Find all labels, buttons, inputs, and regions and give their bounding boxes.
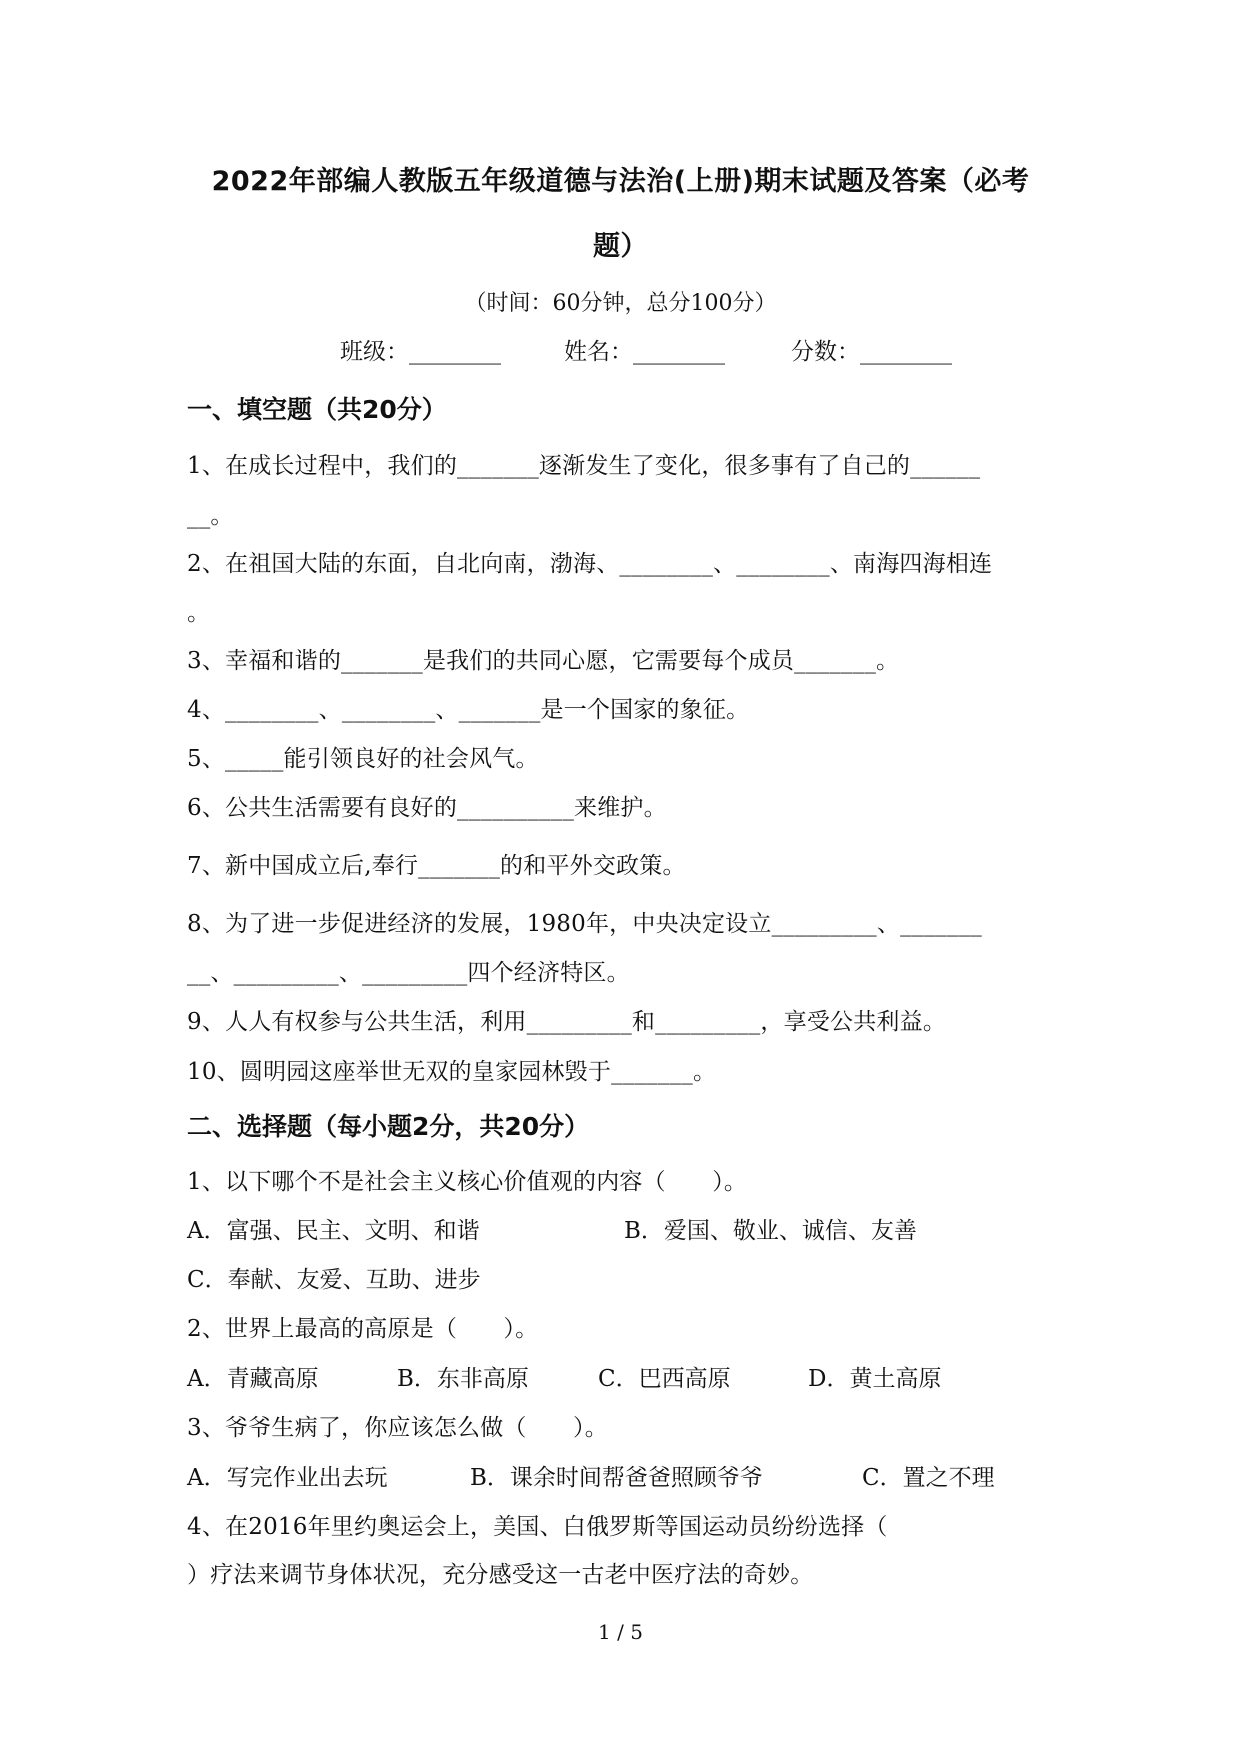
class-field[interactable]: 班级：________ bbox=[340, 339, 501, 365]
exam-time-note: （时间：60分钟，总分100分） bbox=[464, 291, 777, 316]
option-b: B．爱国、敬业、诚信、友善 bbox=[624, 1218, 917, 1244]
option-a: A．写完作业出去玩 bbox=[187, 1465, 388, 1491]
option-a: A．青藏高原 bbox=[187, 1366, 319, 1392]
question-line: 3、幸福和谐的_______是我们的共同心愿，它需要每个成员_______。 bbox=[187, 648, 900, 674]
section-heading-fill-blank: 一、填空题（共20分） bbox=[187, 395, 447, 424]
option-c: C．奉献、友爱、互助、进步 bbox=[187, 1267, 481, 1293]
question-line: __、_________、_________四个经济特区。 bbox=[187, 960, 630, 986]
question-stem: 3、爷爷生病了，你应该怎么做（ ）。 bbox=[187, 1415, 608, 1441]
question-line: 1、在成长过程中，我们的_______逐渐发生了变化，很多事有了自己的______ bbox=[187, 453, 981, 479]
section-heading-multiple-choice: 二、选择题（每小题2分，共20分） bbox=[187, 1112, 590, 1141]
option-d: D．黄土高原 bbox=[808, 1366, 942, 1392]
option-b: B．东非高原 bbox=[397, 1366, 529, 1392]
question-stem: 4、在2016年里约奥运会上，美国、白俄罗斯等国运动员纷纷选择（ bbox=[187, 1514, 888, 1540]
question-line: 8、为了进一步促进经济的发展，1980年，中央决定设立_________、_______ bbox=[187, 911, 982, 937]
question-line: 10、圆明园这座举世无双的皇家园林毁于_______。 bbox=[187, 1059, 717, 1085]
question-stem: 2、世界上最高的高原是（ ）。 bbox=[187, 1316, 539, 1342]
question-line: 2、在祖国大陆的东面，自北向南，渤海、________、________、南海四海相连 bbox=[187, 551, 993, 577]
page-number: 1 / 5 bbox=[598, 1620, 643, 1644]
option-b: B．课余时间帮爸爸照顾爷爷 bbox=[470, 1465, 763, 1491]
name-field[interactable]: 姓名：________ bbox=[564, 339, 725, 365]
question-line: 4、________、________、_______是一个国家的象征。 bbox=[187, 697, 750, 723]
question-stem: 1、以下哪个不是社会主义核心价值观的内容（ ）。 bbox=[187, 1169, 748, 1195]
option-c: C．巴西高原 bbox=[598, 1366, 731, 1392]
exam-title-continued: 题） bbox=[593, 231, 648, 262]
exam-title: 2022年部编人教版五年级道德与法治(上册)期末试题及答案（必考 bbox=[211, 166, 1030, 197]
question-stem-continued: ）疗法来调节身体状况，充分感受这一古老中医疗法的奇妙。 bbox=[187, 1562, 814, 1588]
question-line: 7、新中国成立后,奉行_______的和平外交政策。 bbox=[187, 853, 686, 879]
question-line: 5、_____能引领良好的社会风气。 bbox=[187, 746, 539, 772]
question-line: 9、人人有权参与公共生活，利用_________和_________，享受公共利益。 bbox=[187, 1009, 947, 1035]
question-line: 6、公共生活需要有良好的__________来维护。 bbox=[187, 795, 667, 821]
question-line: 。 bbox=[187, 600, 211, 626]
option-c: C．置之不理 bbox=[862, 1465, 995, 1491]
score-field[interactable]: 分数：________ bbox=[791, 339, 952, 365]
option-a: A．富强、民主、文明、和谐 bbox=[187, 1218, 480, 1244]
question-line: __。 bbox=[187, 503, 234, 529]
